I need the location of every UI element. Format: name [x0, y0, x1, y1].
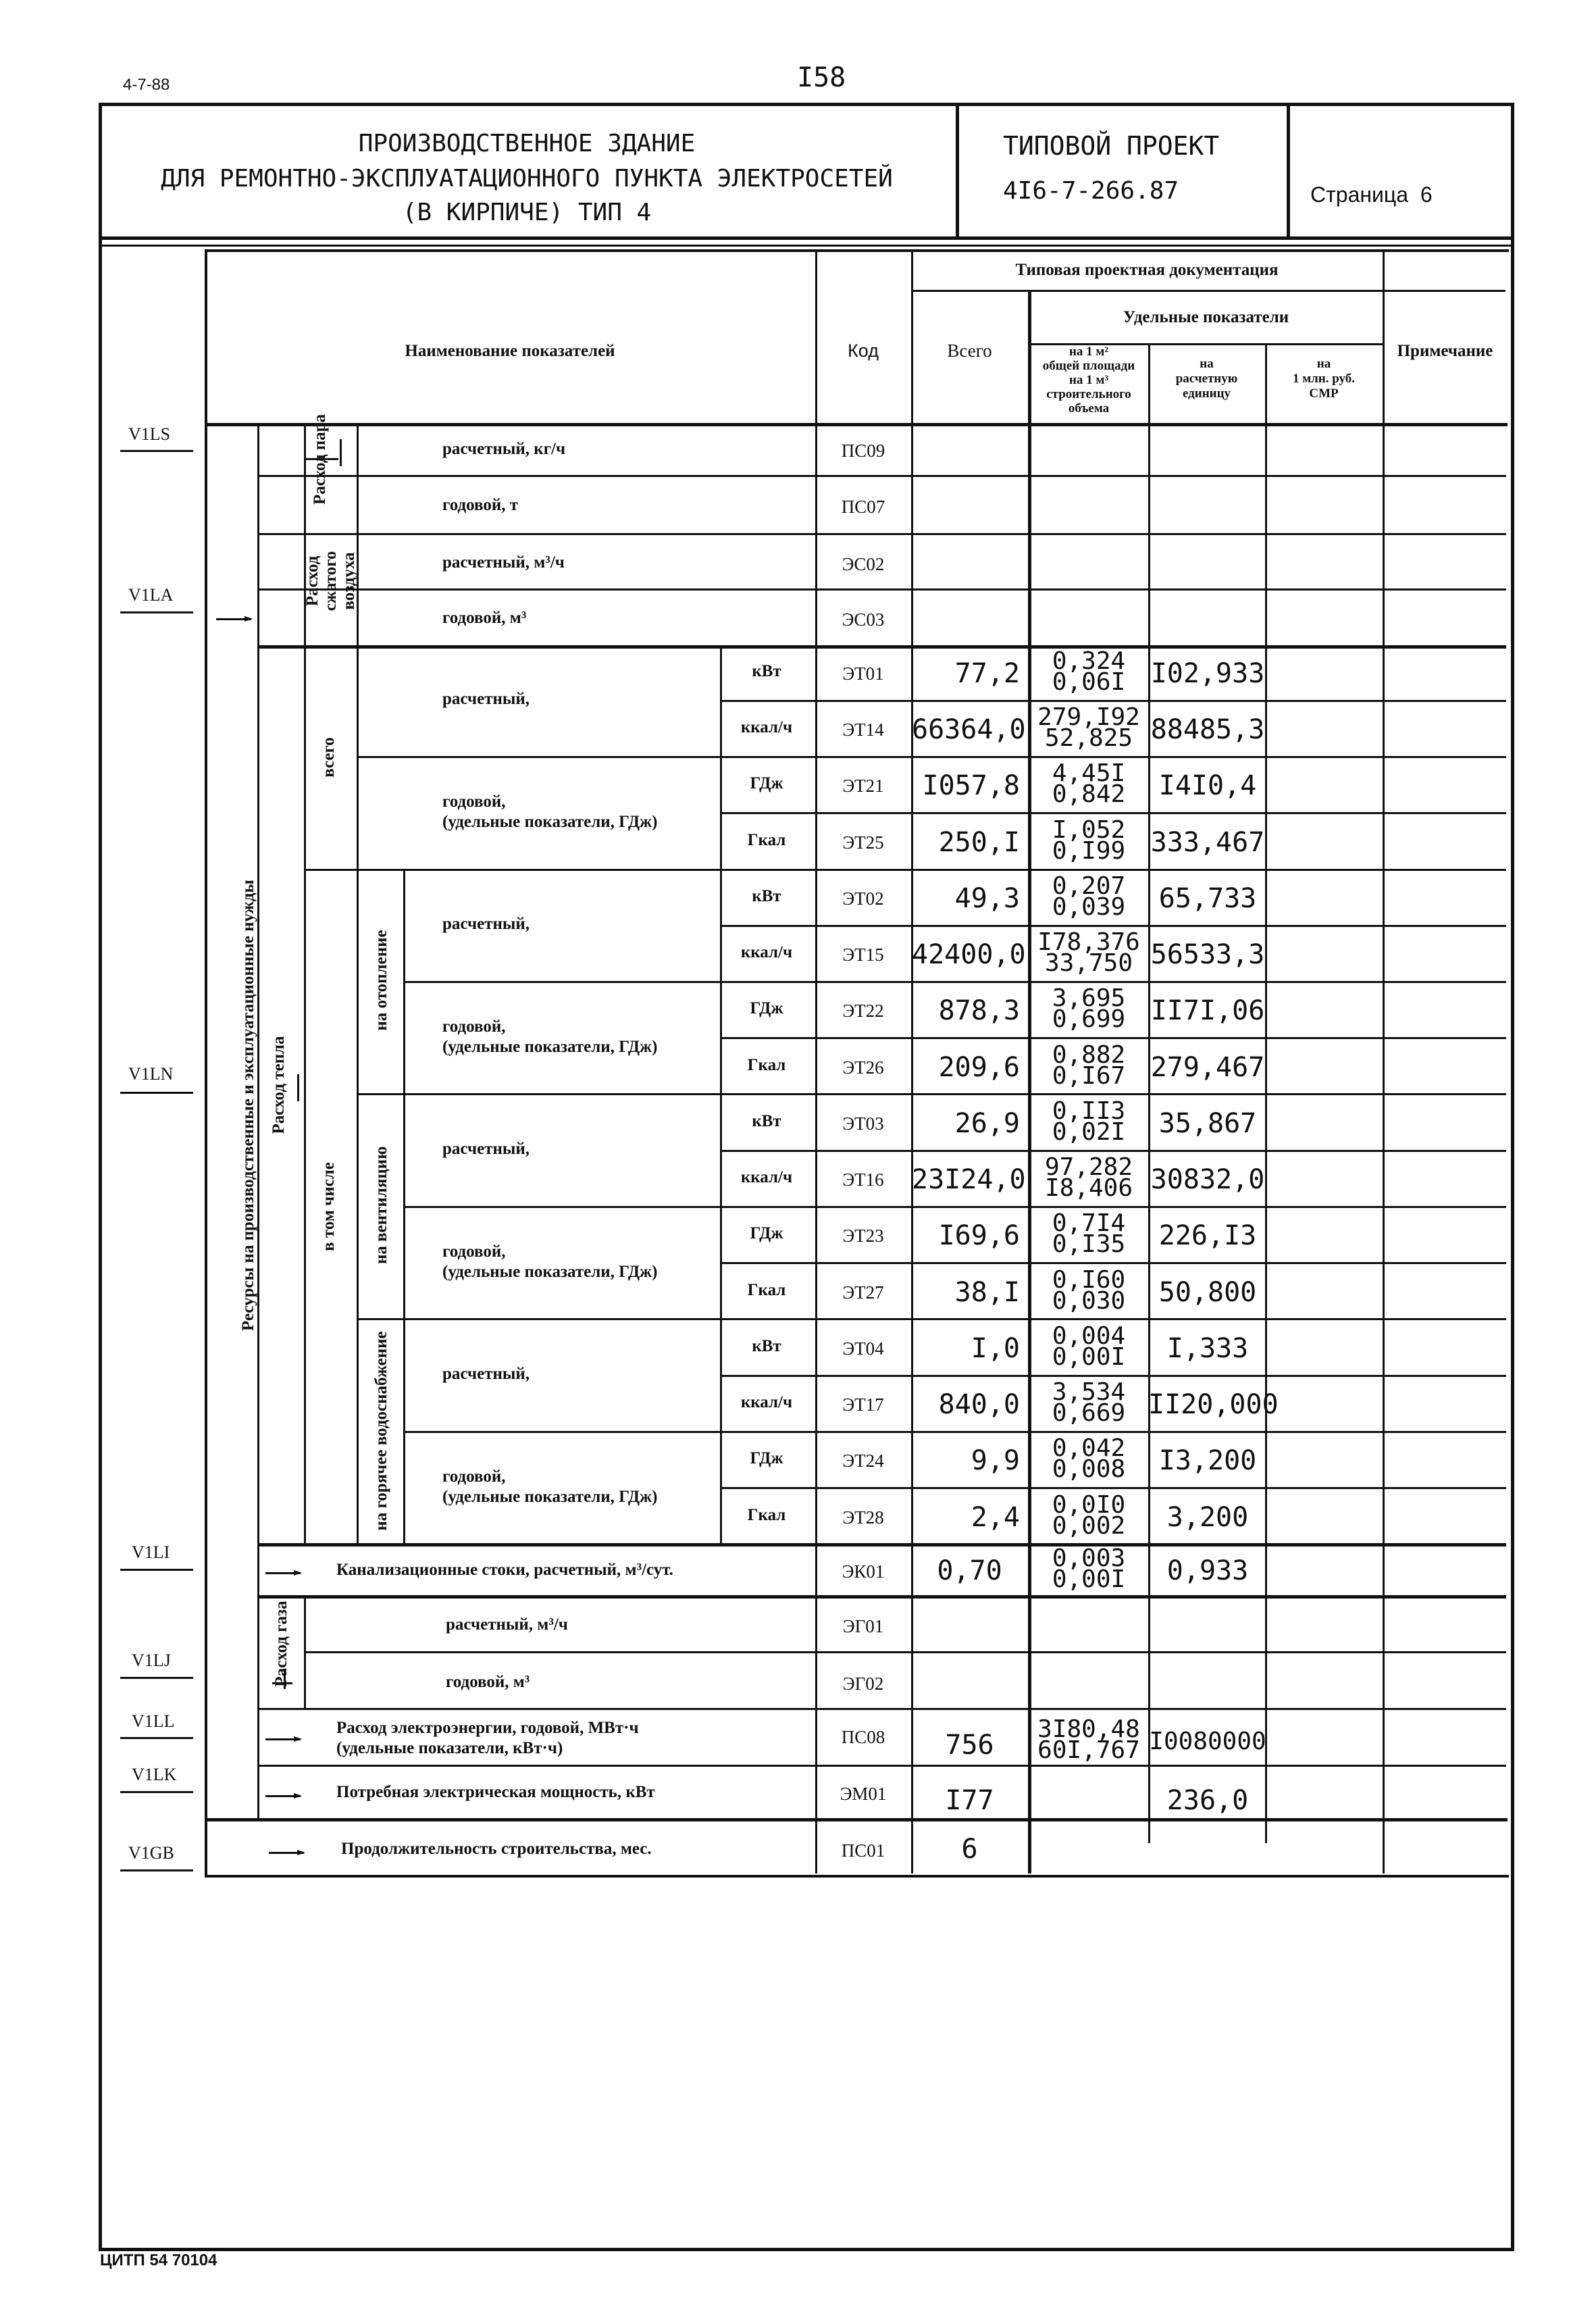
- specific-pair: 0,324 0,06I: [1052, 647, 1126, 696]
- ventilation-annual-name: годовой, (удельные показатели, ГДж): [442, 1242, 658, 1281]
- hot-water-annual-name: годовой, (удельные показатели, ГДж): [442, 1467, 658, 1506]
- code-em01: ЭМ01: [840, 1784, 887, 1804]
- page-number: I58: [797, 62, 846, 93]
- sewage-per-unit: 0,933: [1166, 1555, 1249, 1586]
- duration-total: 6: [961, 1834, 978, 1865]
- code-ps01: ПС01: [841, 1840, 885, 1861]
- header-total: Всего: [947, 341, 992, 361]
- label-hot-water: на горячее водоснабжение: [372, 1331, 390, 1531]
- project-number: 4I6-7-266.87: [1003, 177, 1179, 205]
- total: 66364,0: [912, 714, 1026, 745]
- electricity-per-unit: I0080000: [1149, 1728, 1266, 1755]
- code: ЭТ25: [842, 832, 884, 853]
- header-per-million: на 1 млн. руб. СМР: [1292, 357, 1356, 401]
- code-es03: ЭС03: [842, 609, 885, 630]
- total: 77,2: [954, 658, 1020, 689]
- unit: ккал/ч: [740, 943, 793, 961]
- power-name: Потребная электрическая мощность, кВт: [336, 1783, 655, 1801]
- header-group: Типовая проектная документация: [1015, 260, 1279, 279]
- specific-pair: 279,I92 52,825: [1037, 703, 1140, 752]
- heating-annual-name: годовой, (удельные показатели, ГДж): [442, 1017, 658, 1056]
- electricity-total: 756: [945, 1730, 994, 1761]
- specific-pair: 0,7I4 0,I35: [1052, 1209, 1126, 1258]
- specific-pair: 0,042 0,008: [1052, 1434, 1126, 1483]
- specific-pair: 3,534 0,669: [1052, 1378, 1126, 1427]
- code: ЭТ21: [842, 776, 884, 796]
- total: I,0: [971, 1333, 1020, 1364]
- hot-water-calc-name: расчетный,: [442, 1365, 530, 1383]
- sheet-label: Страница 6: [1310, 182, 1433, 207]
- heat-total-calc-name: расчетный,: [442, 690, 530, 708]
- total: 42400,0: [912, 939, 1026, 970]
- row-air-calc: расчетный, м³/ч: [442, 553, 565, 572]
- label-steam: Расход пара: [311, 413, 329, 505]
- gas-calc-name: расчетный, м³/ч: [446, 1615, 568, 1634]
- label-ventilation: на вентиляцию: [372, 1146, 390, 1264]
- unit: Гкал: [747, 1281, 786, 1299]
- specific-pair: I78,376 33,750: [1037, 928, 1140, 977]
- project-label: ТИПОВОЙ ПРОЕКТ: [1003, 131, 1220, 161]
- side-tag: V1LK: [132, 1765, 177, 1784]
- label-incl: в том числе: [319, 1162, 338, 1251]
- total: I057,8: [922, 770, 1020, 801]
- code: ЭТ14: [842, 720, 884, 740]
- code: ЭТ26: [842, 1057, 884, 1078]
- header-note: Примечание: [1397, 341, 1493, 360]
- electricity-pair: 3I80,48 60I,767: [1037, 1715, 1140, 1764]
- unit: Гкал: [747, 1056, 786, 1074]
- code: ЭТ27: [842, 1282, 884, 1303]
- specific-pair: I,052 0,I99: [1052, 816, 1126, 865]
- side-tag: V1LA: [128, 585, 174, 605]
- total: 26,9: [954, 1108, 1020, 1139]
- unit: Гкал: [747, 1506, 786, 1524]
- specific-pair: 0,207 0,039: [1052, 872, 1126, 921]
- unit: ГДж: [750, 1224, 783, 1242]
- per-unit: 30832,0: [1150, 1164, 1265, 1195]
- code: ЭТ04: [842, 1338, 884, 1359]
- unit: ГДж: [750, 999, 783, 1017]
- code: ЭТ15: [842, 945, 884, 965]
- side-tag: V1LI: [132, 1542, 170, 1562]
- total: 23I24,0: [912, 1164, 1026, 1195]
- code-ps08: ПС08: [841, 1727, 885, 1747]
- code: ЭТ16: [842, 1169, 884, 1190]
- specific-pair: 0,882 0,I67: [1052, 1041, 1126, 1090]
- title-line-1: ПРОИЗВОДСТВЕННОЕ ЗДАНИЕ: [358, 130, 696, 157]
- specific-pair: 0,004 0,00I: [1052, 1322, 1126, 1371]
- electricity-name: Расход электроэнергии, годовой, МВт·ч (удельные показатели, кВт·ч): [336, 1719, 639, 1757]
- code-ps07: ПС07: [841, 497, 885, 517]
- duration-name: Продолжительность строительства, мес.: [341, 1840, 652, 1858]
- code: ЭТ17: [842, 1394, 884, 1415]
- unit: ГДж: [750, 1449, 783, 1467]
- total: I69,6: [938, 1220, 1020, 1251]
- side-tag: V1GB: [128, 1843, 174, 1863]
- label-total-heat: всего: [319, 737, 338, 778]
- total: 2,4: [971, 1502, 1020, 1533]
- per-unit: 65,733: [1158, 883, 1257, 914]
- ventilation-calc-name: расчетный,: [442, 1140, 530, 1158]
- specific-pair: 3,695 0,699: [1052, 984, 1126, 1033]
- total: 209,6: [938, 1052, 1020, 1083]
- per-unit: 50,800: [1158, 1277, 1257, 1308]
- per-unit: II20,000: [1148, 1389, 1279, 1420]
- header-per-unit: на расчетную единицу: [1175, 357, 1238, 401]
- per-unit: II7I,06: [1150, 995, 1265, 1026]
- unit: кВт: [752, 662, 781, 680]
- per-unit: 226,I3: [1158, 1220, 1257, 1251]
- total: 9,9: [971, 1445, 1020, 1476]
- side-tag: V1LL: [132, 1711, 175, 1731]
- label-resources: Ресурсы на производственные и эксплуатационные нужды: [239, 880, 257, 1331]
- code: ЭТ22: [842, 1001, 884, 1021]
- heating-calc-name: расчетный,: [442, 915, 530, 933]
- total: 878,3: [938, 995, 1020, 1026]
- header-per-area: на 1 м² общей площади на 1 м³ строительного объема: [1042, 345, 1135, 416]
- sewage-pair: 0,003 0,00I: [1052, 1544, 1126, 1593]
- specific-pair: 97,282 I8,406: [1044, 1153, 1133, 1202]
- code: ЭТ02: [842, 888, 884, 909]
- label-heat: Расход тепла: [269, 1036, 288, 1134]
- per-unit: I02,933: [1150, 658, 1265, 689]
- sewage-total: 0,70: [937, 1555, 1002, 1586]
- per-unit: 3,200: [1166, 1502, 1249, 1533]
- side-tag: V1LN: [128, 1064, 174, 1084]
- unit: ккал/ч: [740, 718, 793, 736]
- header-code: Код: [848, 341, 879, 361]
- side-tag: V1LS: [128, 424, 171, 444]
- header-name: Наименование показателей: [405, 341, 615, 360]
- doc-code: 4-7-88: [123, 76, 170, 94]
- unit: кВт: [752, 887, 781, 905]
- code-es02: ЭС02: [842, 554, 885, 574]
- title-line-2: ДЛЯ РЕМОНТНО-ЭКСПЛУАТАЦИОННОГО ПУНКТА ЭЛЕКТРОСЕТЕЙ: [161, 165, 893, 193]
- specific-pair: 0,II3 0,02I: [1052, 1097, 1126, 1146]
- per-unit: 88485,3: [1150, 714, 1265, 745]
- total: 49,3: [954, 883, 1020, 914]
- code-eg01: ЭГ01: [842, 1616, 884, 1636]
- unit: кВт: [752, 1112, 781, 1130]
- header-specific: Удельные показатели: [1123, 307, 1289, 326]
- label-gas: Расход газа: [272, 1601, 290, 1687]
- code: ЭТ28: [842, 1507, 884, 1528]
- total: 840,0: [938, 1389, 1020, 1420]
- title-line-3: (В КИРПИЧЕ) ТИП 4: [402, 199, 652, 226]
- power-total: I77: [945, 1785, 994, 1816]
- power-per-unit: 236,0: [1166, 1785, 1249, 1816]
- code: ЭТ01: [842, 663, 884, 684]
- per-unit: 279,467: [1150, 1052, 1265, 1083]
- unit: кВт: [752, 1337, 781, 1355]
- unit: ккал/ч: [740, 1168, 793, 1186]
- row-steam-annual: годовой, т: [442, 496, 519, 514]
- specific-pair: 0,0I0 0,002: [1052, 1491, 1126, 1540]
- heat-total-annual-name: годовой, (удельные показатели, ГДж): [442, 793, 658, 831]
- per-unit: 56533,3: [1150, 939, 1265, 970]
- unit: ГДж: [750, 774, 783, 793]
- per-unit: 333,467: [1150, 827, 1265, 858]
- gas-annual-name: годовой, м³: [446, 1673, 530, 1691]
- total: 38,I: [954, 1277, 1020, 1308]
- side-tag: V1LJ: [132, 1651, 171, 1670]
- per-unit: I4I0,4: [1158, 770, 1257, 801]
- row-steam-calc: расчетный, кг/ч: [442, 440, 566, 458]
- per-unit: 35,867: [1158, 1108, 1257, 1139]
- label-heating: на отопление: [372, 930, 390, 1031]
- specific-pair: 0,I60 0,030: [1052, 1266, 1126, 1315]
- code: ЭТ03: [842, 1113, 884, 1134]
- specific-pair: 4,45I 0,842: [1052, 759, 1126, 808]
- code: ЭТ24: [842, 1451, 884, 1471]
- unit: Гкал: [747, 831, 786, 849]
- per-unit: I,333: [1166, 1333, 1249, 1364]
- row-air-annual: годовой, м³: [442, 609, 527, 627]
- code-ek01: ЭК01: [842, 1561, 885, 1582]
- code-ps09: ПС09: [841, 441, 885, 461]
- code: ЭТ23: [842, 1226, 884, 1246]
- total: 250,I: [938, 827, 1020, 858]
- code-eg02: ЭГ02: [842, 1674, 884, 1694]
- per-unit: I3,200: [1158, 1445, 1257, 1476]
- sewage-name: Канализационные стоки, расчетный, м³/сут.: [336, 1561, 673, 1579]
- label-air: Расход сжатого воздуха: [303, 551, 358, 611]
- unit: ккал/ч: [740, 1393, 793, 1411]
- footer-code: ЦИТП 54 70104: [100, 2251, 217, 2269]
